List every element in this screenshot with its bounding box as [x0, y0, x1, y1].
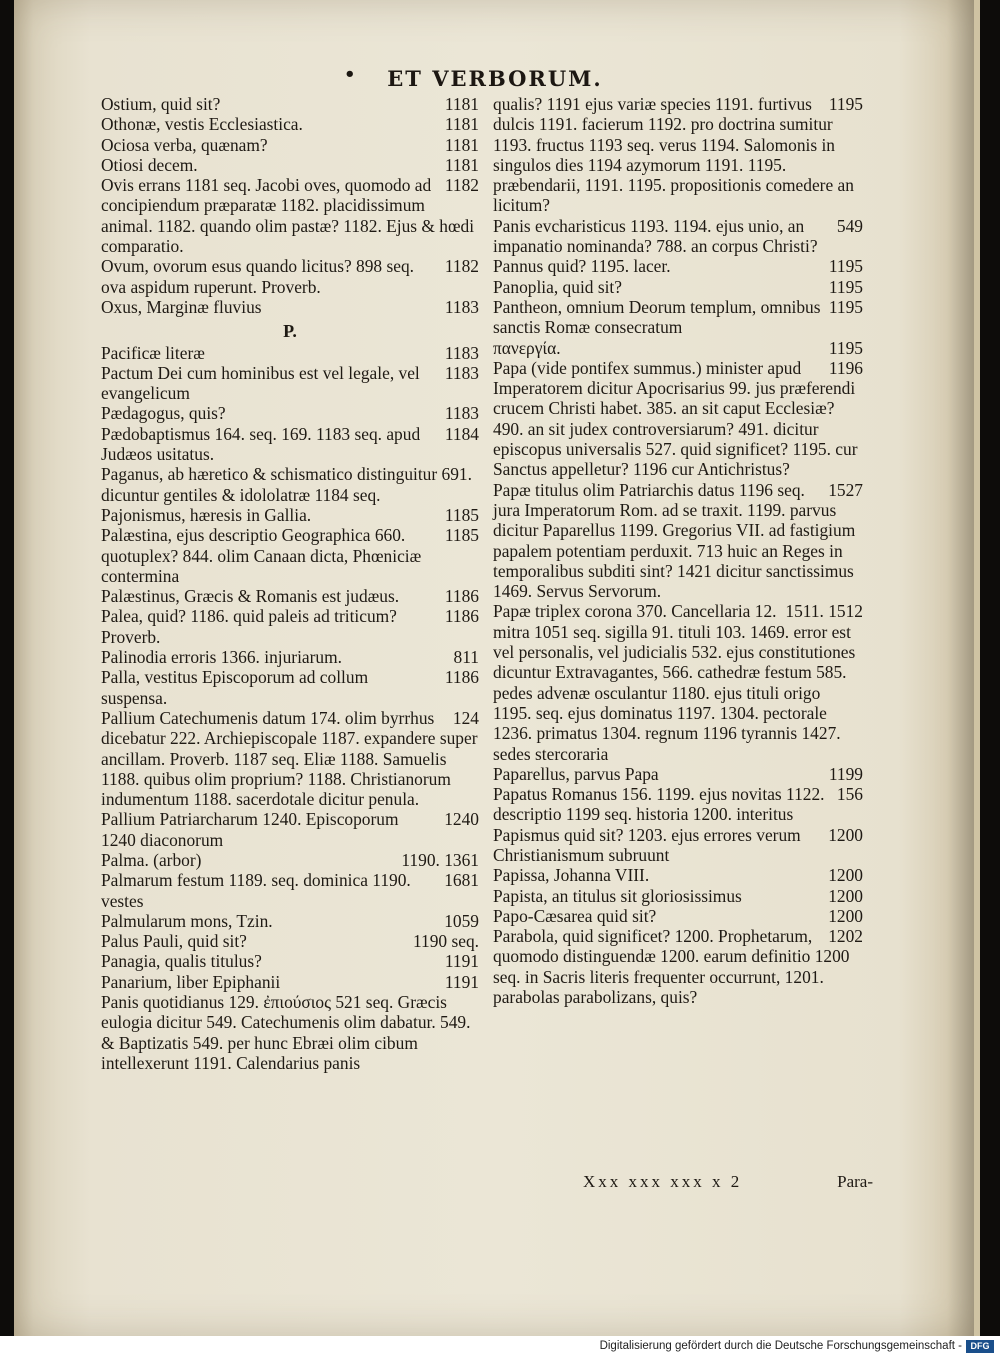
index-entry — [493, 886, 863, 906]
entry-text: Ovum, ovorum esus quando licitus? 898 seq. ova aspidum ruperunt. Proverb. — [101, 256, 414, 297]
entry-page-ref: 1182 — [444, 256, 479, 277]
entry-page-ref: 1181 — [444, 154, 479, 175]
index-entry — [101, 424, 479, 465]
index-entry — [101, 992, 479, 1073]
index-entry — [493, 764, 863, 784]
entry-page-ref: 1190 seq. — [412, 931, 479, 952]
running-head — [14, 66, 976, 91]
entry-text: Palæstinus, Græcis & Romanis est judæus. — [101, 586, 400, 607]
entry-text: Palmarum festum 1189. seq. dominica 1190. vestes — [101, 870, 411, 911]
index-entry — [101, 135, 479, 155]
entry-page-ref: 1182 — [444, 175, 479, 196]
index-entry — [101, 911, 479, 931]
entry-page-ref: 549 — [836, 215, 863, 236]
index-entry — [101, 809, 479, 850]
entry-text: Panarium, liber Epiphanii — [101, 971, 281, 992]
left-column — [101, 94, 479, 1073]
entry-page-ref: 124 — [452, 707, 479, 728]
index-entry — [101, 363, 479, 404]
index-entry — [101, 931, 479, 951]
index-entry — [101, 870, 479, 911]
entry-page-ref: 1511. 1512 — [785, 601, 863, 622]
entry-page-ref: 1183 — [444, 296, 479, 317]
entry-text: Oxus, Marginæ fluvius — [101, 296, 262, 317]
entry-page-ref: 1195 — [828, 256, 863, 277]
entry-text: qualis? 1191 ejus variæ species 1191. furtivus dulcis 1191. facierum 1192. pro doctrina sumitur 1193. fructus 1193 seq. verus 1194. Salomonis in singulos dies 1194 azymorum 1191. 1195. præbendarii, 1191. 1195. propositionis comedere an licitum? — [493, 94, 854, 216]
entry-page-ref: 1191 — [444, 951, 479, 972]
entry-page-ref: 1183 — [444, 342, 479, 363]
index-entry — [493, 216, 863, 257]
entry-text: Papæ triplex corona 370. Cancellaria 12. mitra 1051 seq. sigilla 91. tituli 103. 1469. error est vel personalis, vel judicialis 532. ejus constitutiones dicuntur Extravagantes, 566. cathedræ festum 585. pedes advenæ osculantur 1180. ejus tituli origo 1195. seq. ejus dominatus 1197. 1304. pectorale 1236. primatus 1304. regnum 1196 tyrannis 1427. sedes stercoraria — [493, 601, 856, 764]
entry-text: Pallium Catechumenis datum 174. olim byrrhus dicebatur 222. Archiepiscopale 1187. expandere super ancillam. Proverb. 1187 seq. Eliæ 1188. Samuelis 1188. quibus olim proprium? 1188. Christianorum indumentum 1188. sacerdotale dicitur penula. — [101, 707, 478, 810]
index-entry — [101, 297, 479, 317]
entry-page-ref: 1184 — [444, 423, 479, 444]
running-head-text: ET VERBORUM. — [387, 66, 603, 91]
index-entry — [101, 175, 479, 256]
entry-page-ref: 1681 — [444, 870, 479, 891]
entry-text: Paparellus, parvus Papa — [493, 763, 659, 784]
index-entry — [101, 850, 479, 870]
entry-page-ref: 1200 — [828, 885, 863, 906]
entry-page-ref: 1186 — [444, 586, 479, 607]
entry-page-ref: 1186 — [444, 667, 479, 688]
index-entry — [101, 667, 479, 708]
entry-text: Pactum Dei cum hominibus est vel legale, vel evangelicum — [101, 362, 420, 404]
entry-page-ref: 1185 — [444, 504, 479, 525]
entry-page-ref: 1190. 1361 — [401, 849, 479, 870]
index-entry — [101, 586, 479, 606]
index-entry — [493, 277, 863, 297]
entry-text: Palæstina, ejus descriptio Geographica 660. quotuplex? 844. olim Canaan dicta, Phœniciæ contermina — [101, 525, 422, 586]
entry-text: Panis quotidianus 129. ἐπιούσιος 521 seq. Græcis eulogia dicitur 549. Catechumenis olim dabatur. 549. & Baptizatis 549. per hunc Ebræi olim cibum intellexerunt 1191. Calendarius panis — [101, 992, 471, 1073]
index-entry — [493, 338, 863, 358]
entry-text: Palmularum mons, Tzin. — [101, 910, 273, 931]
entry-page-ref: 1195 — [828, 337, 863, 358]
index-entry — [493, 825, 863, 866]
index-entry — [101, 94, 479, 114]
entry-page-ref: 1185 — [444, 525, 479, 546]
index-entry — [101, 525, 479, 586]
index-entry — [101, 464, 479, 505]
entry-page-ref: 1181 — [444, 94, 479, 114]
entry-text: Parabola, quid significet? 1200. Prophetarum, quomodo distinguendæ 1200. earum definitio 1200 seq. in Sacris literis frequenter occurrunt, 1201. parabolas parabolizans, quis? — [493, 926, 850, 1008]
entry-text: πανεργία. — [493, 337, 561, 358]
entry-page-ref: 1183 — [444, 403, 479, 424]
dfg-logo: DFG — [966, 1340, 994, 1353]
signature-mark: Xxx xxx xxx x 2 — [583, 1172, 743, 1191]
footer-bar — [0, 1336, 1000, 1358]
entry-text: Palinodia erroris 1366. injuriarum. — [101, 647, 343, 668]
index-entry — [101, 951, 479, 971]
entry-text: Papissa, Johanna VIII. — [493, 865, 650, 886]
funding-notice: Digitalisierung gefördert durch die Deutsche Forschungsgemeinschaft - — [599, 1340, 962, 1352]
entry-page-ref: 1195 — [828, 296, 863, 317]
entry-text: Papo-Cæsarea quid sit? — [493, 905, 657, 926]
entry-text: Papæ titulus olim Patriarchis datus 1196 seq. jura Imperatorum Rom. ad se traxit. 1199. parvus dicitur Paparellus 1199. Gregorius VII. ad fastigium papalem potentiam perduxit. 713 huic an Reges in temporalibus subditi sint? 1421 dicitur sanctissimus 1469. Servus Servorum. — [493, 479, 856, 602]
index-entry — [101, 505, 479, 525]
entry-page-ref: 1191 — [444, 971, 479, 992]
index-entry — [493, 297, 863, 338]
index-entry — [493, 480, 863, 602]
entry-page-ref: 1200 — [828, 905, 863, 926]
entry-page-ref: 1059 — [444, 910, 479, 931]
entry-text: Pajonismus, hæresis in Gallia. — [101, 504, 312, 525]
entry-page-ref: 1181 — [444, 134, 479, 155]
entry-text: Pannus quid? 1195. lacer. — [493, 256, 671, 277]
index-entry — [493, 906, 863, 926]
entry-text: Papatus Romanus 156. 1199. ejus novitas 1122. descriptio 1199 seq. historia 1200. interitus — [493, 784, 825, 825]
entry-page-ref: 156 — [836, 784, 863, 805]
entry-page-ref: 811 — [453, 647, 479, 668]
entry-text: Paganus, ab hæretico & schismatico distinguitur 691. dicuntur gentiles & idololatræ 1184 seq. — [101, 464, 472, 505]
entry-page-ref: 1186 — [444, 606, 479, 627]
entry-text: Ociosa verba, quænam? — [101, 134, 268, 155]
entry-page-ref: 1181 — [444, 114, 479, 135]
entry-page-ref: 1200 — [828, 865, 863, 886]
index-entry — [101, 403, 479, 423]
entry-page-ref: 1199 — [828, 763, 863, 784]
entry-text: Ovis errans 1181 seq. Jacobi oves, quomodo ad concipiendum præparatæ 1182. placidissimum animal. 1182. quando olim pastæ? 1182. Ejus & hœdi comparatio. — [101, 175, 475, 257]
entry-text: Palus Pauli, quid sit? — [101, 931, 247, 952]
entry-text: Pallium Patriarcharum 1240. Episcoporum 1240 diaconorum — [101, 809, 399, 850]
entry-page-ref: 1202 — [828, 926, 863, 947]
entry-text: Palla, vestitus Episcoporum ad collum suspensa. — [101, 667, 369, 708]
entry-page-ref: 1240 — [444, 809, 479, 830]
entry-page-ref: 1195 — [828, 276, 863, 297]
entry-text: Pantheon, omnium Deorum templum, omnibus sanctis Romæ consecratum — [493, 296, 821, 338]
entry-text: Panoplia, quid sit? — [493, 276, 622, 297]
entry-text: Pacificæ literæ — [101, 342, 205, 363]
entry-text: Pædagogus, quis? — [101, 403, 226, 424]
ornament-dot: • — [344, 64, 358, 85]
index-entry — [101, 708, 479, 809]
entry-text: Papa (vide pontifex summus.) minister apud Imperatorem dicitur Apocrisarius 99. jus præferendi crucem Christi habet. 385. an sit caput Ecclesiæ? 490. an sit judex controversiarum? 491. dicitur episcopus universalis 527. quid significet? 1195. cur Sanctus appelletur? 1196 cur Antichristus? — [493, 357, 858, 480]
index-entry — [493, 926, 863, 1007]
index-entry — [493, 601, 863, 763]
entry-text: Panagia, qualis titulus? — [101, 951, 262, 972]
index-entry — [101, 972, 479, 992]
index-entry — [101, 256, 479, 297]
entry-text: Palma. (arbor) — [101, 849, 202, 870]
entry-text: Pædobaptismus 164. seq. 169. 1183 seq. apud Judæos usitatus. — [101, 423, 421, 465]
index-entry — [493, 256, 863, 276]
index-entry — [493, 358, 863, 480]
entry-text: Otiosi decem. — [101, 154, 198, 175]
section-letter: P. — [283, 321, 297, 342]
index-entry — [493, 94, 863, 216]
entry-text: Othonæ, vestis Ecclesiastica. — [101, 114, 303, 135]
index-entry — [493, 865, 863, 885]
index-entry — [101, 343, 479, 363]
index-entry — [101, 114, 479, 134]
entry-text: Papista, an titulus sit gloriosissimus — [493, 885, 742, 906]
entry-text: Panis evcharisticus 1193. 1194. ejus unio, an impanatio nominanda? 788. an corpus Christi? — [493, 215, 818, 257]
entry-text: Palea, quid? 1186. quid paleis ad triticum? Proverb. — [101, 606, 397, 647]
entry-text: Papismus quid sit? 1203. ejus errores verum Christianismum subruunt — [493, 824, 801, 865]
entry-page-ref: 1196 — [828, 357, 863, 378]
right-column — [493, 94, 863, 1007]
entry-page-ref: 1195 — [828, 94, 863, 114]
index-entry — [101, 647, 479, 667]
entry-page-ref: 1527 — [828, 479, 863, 500]
entry-page-ref: 1200 — [828, 824, 863, 845]
entry-page-ref: 1183 — [444, 362, 479, 383]
index-entry — [101, 155, 479, 175]
index-entry — [101, 606, 479, 647]
entry-text: Ostium, quid sit? — [101, 94, 221, 114]
catchword: Para- — [837, 1172, 873, 1191]
page-footer-line — [583, 1172, 873, 1192]
book-page — [14, 0, 976, 1336]
index-entry — [493, 784, 863, 825]
